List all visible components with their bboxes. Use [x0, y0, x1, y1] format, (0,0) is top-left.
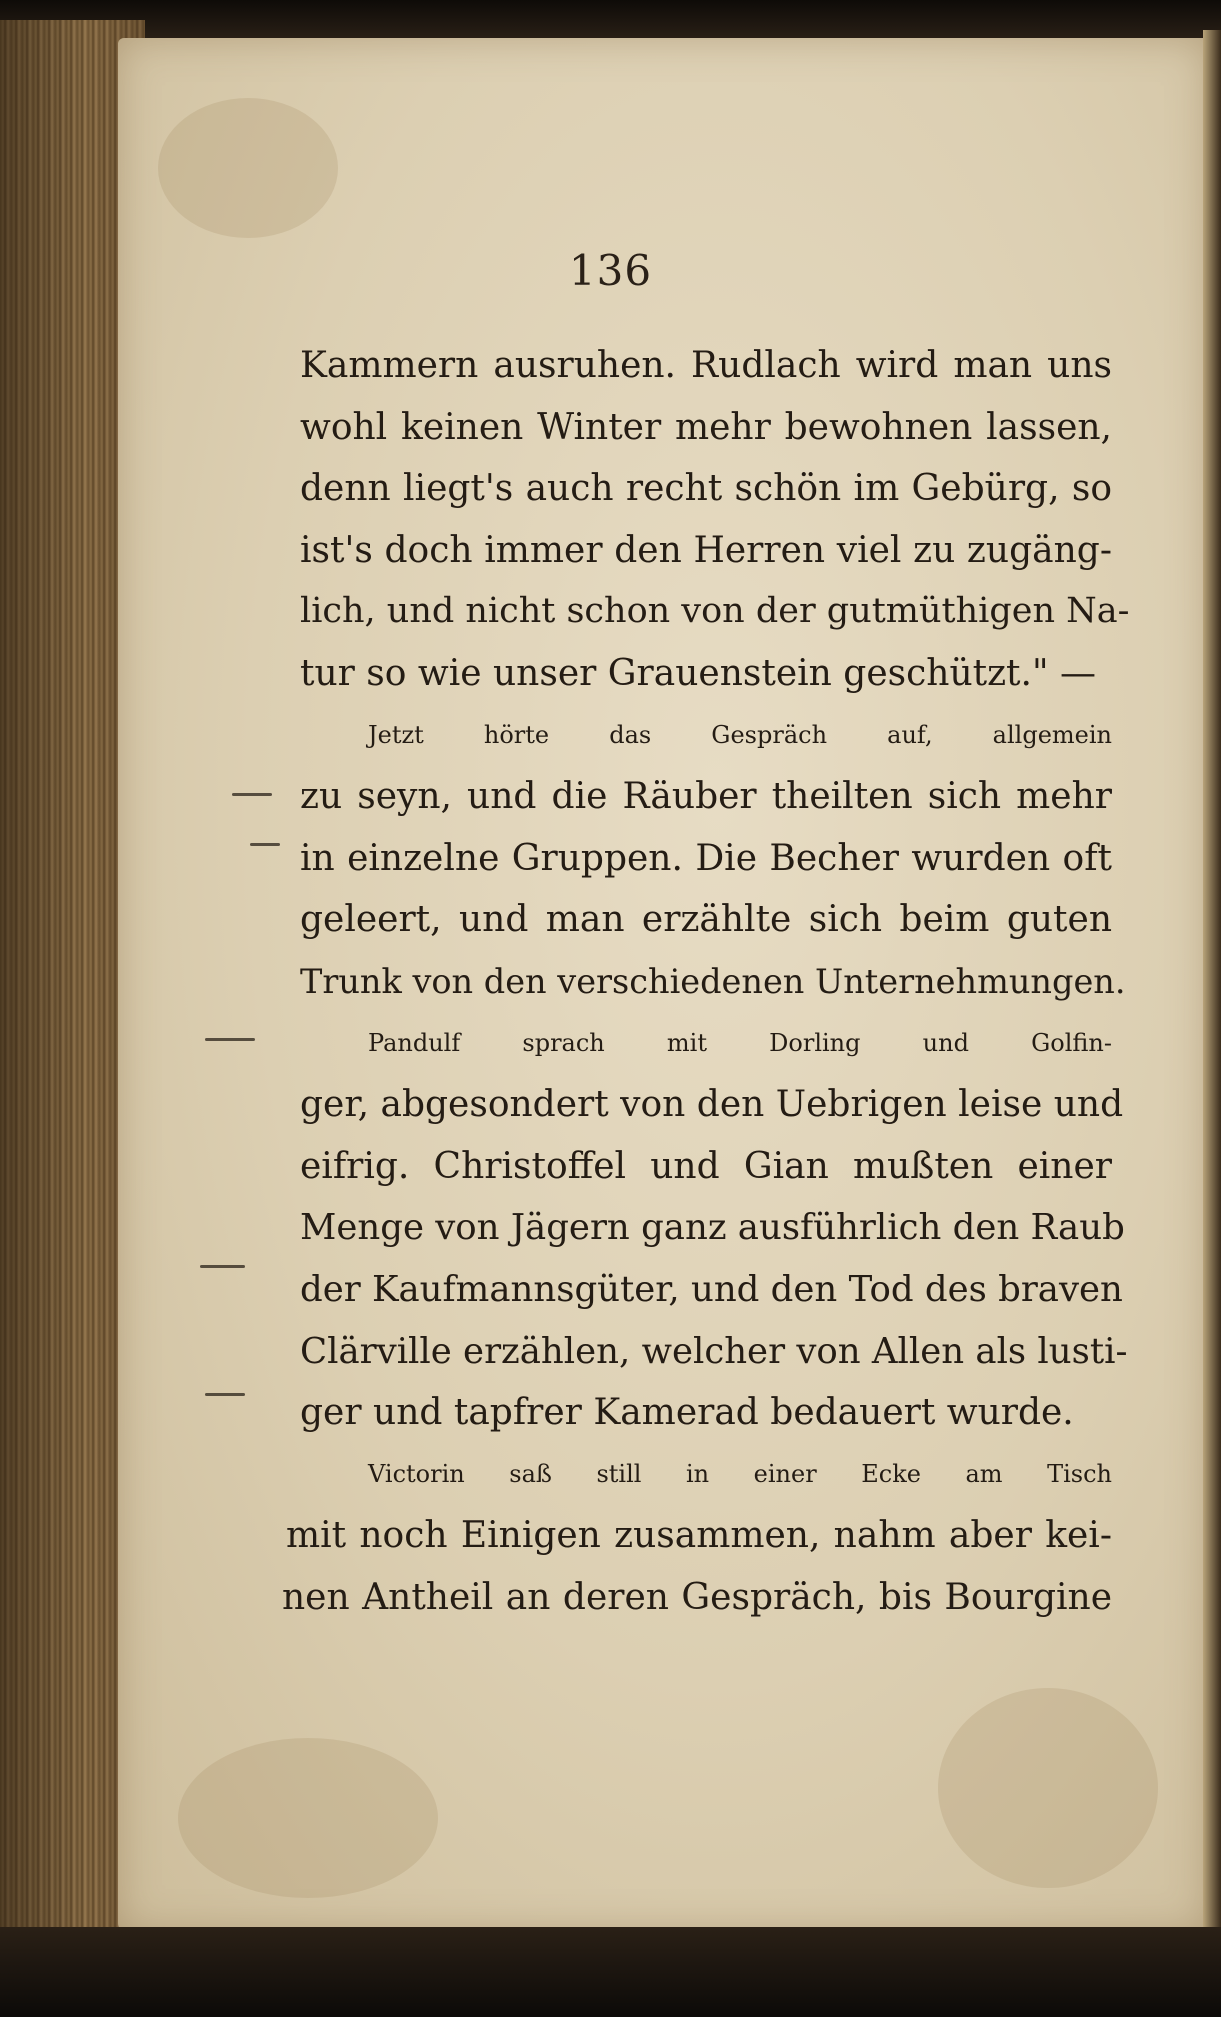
- text-line: eifrig. Christoffel und Gian mußten einer: [300, 1145, 1112, 1187]
- text-line: nen Antheil an deren Gespräch, bis Bourgine: [282, 1576, 1112, 1618]
- text-line: lich, und nicht schon von der gutmüthigen Na-: [300, 591, 1130, 632]
- text-line: zu seyn, und die Räuber theilten sich mehr: [300, 776, 1112, 818]
- text-line: wohl keinen Winter mehr bewohnen lassen,: [300, 406, 1112, 448]
- scanner-top-band: [0, 0, 1221, 40]
- right-page-edge: [1203, 30, 1221, 1940]
- text-line: tur so wie unser Grauenstein geschützt." —: [300, 652, 1096, 694]
- foxing-spot: [178, 1738, 438, 1898]
- paragraph-start-line: Pandulf sprach mit Dorling und Golfin-: [368, 1028, 1112, 1057]
- page-number: 136: [568, 246, 653, 295]
- foxing-spot: [938, 1688, 1158, 1888]
- margin-mark: [200, 1265, 245, 1268]
- margin-mark: [250, 843, 280, 846]
- margin-mark: [205, 1393, 245, 1396]
- margin-mark: [205, 1038, 255, 1041]
- text-line: Menge von Jägern ganz ausführlich den Raub: [300, 1207, 1125, 1249]
- text-line: denn liegt's auch recht schön im Gebürg, so: [300, 468, 1112, 510]
- paragraph-start-line: Victorin saß still in einer Ecke am Tisch: [368, 1459, 1112, 1488]
- margin-mark: [232, 793, 272, 796]
- text-line: Trunk von den verschiedenen Unternehmungen.: [300, 961, 1126, 1001]
- text-line: ger und tapfrer Kamerad bedauert wurde.: [300, 1392, 1074, 1434]
- text-line: geleert, und man erzählte sich beim guten: [300, 899, 1112, 941]
- body-text: [282, 335, 1130, 1628]
- paragraph-start-line: Jetzt hörte das Gespräch auf, allgemein: [368, 720, 1112, 749]
- foxing-spot: [158, 98, 338, 238]
- text-line: Clärville erzählen, welcher von Allen als lusti-: [300, 1330, 1128, 1372]
- text-line: mit noch Einigen zusammen, nahm aber kei-: [286, 1515, 1112, 1557]
- scanner-bottom-band: [0, 1927, 1221, 2017]
- text-line: der Kaufmannsgüter, und den Tod des braven: [300, 1268, 1123, 1310]
- text-line: ist's doch immer den Herren viel zu zugäng-: [300, 529, 1112, 571]
- text-line: ger, abgesondert von den Uebrigen leise und: [300, 1084, 1124, 1126]
- text-line: Kammern ausruhen. Rudlach wird man uns: [300, 345, 1112, 386]
- text-line: in einzelne Gruppen. Die Becher wurden oft: [300, 837, 1112, 879]
